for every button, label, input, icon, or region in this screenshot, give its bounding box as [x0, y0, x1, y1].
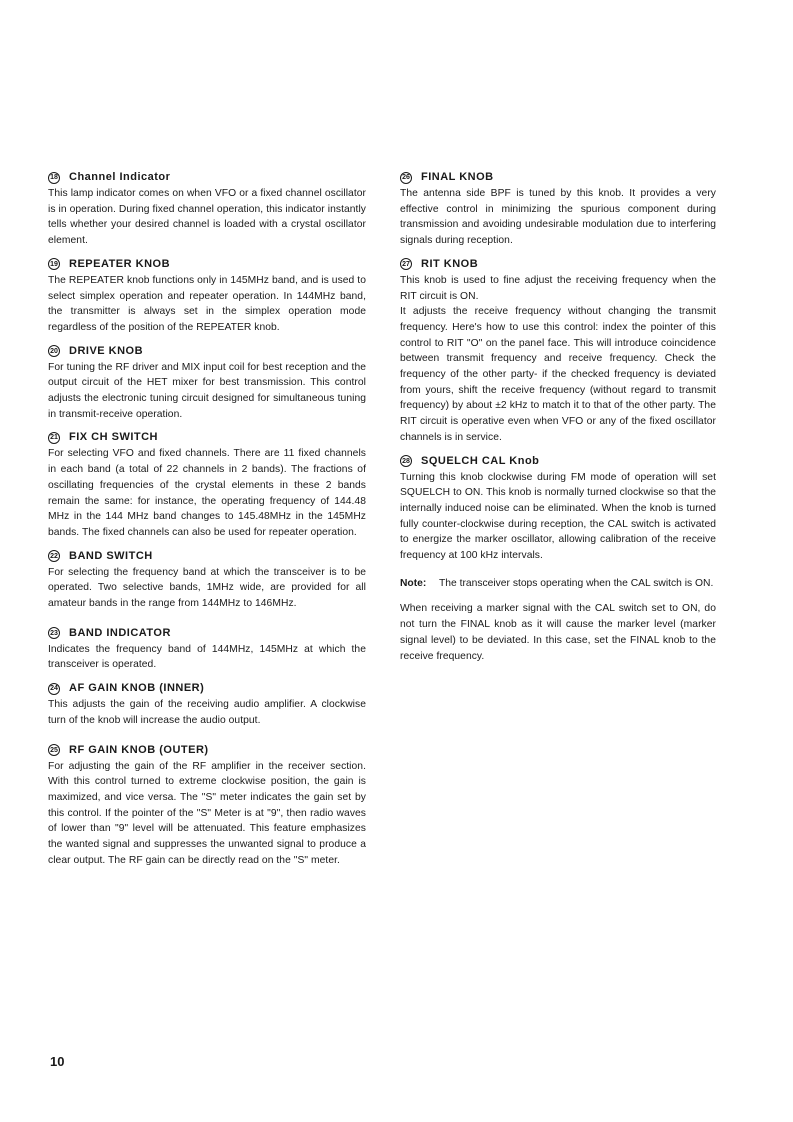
section-drive-knob [48, 344, 366, 423]
section-body: The antenna side BPF is tuned by this knob. It provides a very effective control in minimizing the spurious component during transmission and avoiding undesirable modulation due to interfering signals during reception. [400, 188, 716, 247]
section-body: This lamp indicator comes on when VFO or a fixed channel oscillator is in operation. During fixed channel operation, this indicator instantly tells whether your desired channel is loaded with a crystal oscillator element. [48, 188, 366, 247]
section-rf-gain-knob [48, 743, 366, 869]
section-title: DRIVE KNOB [69, 344, 144, 357]
section-rit-knob [400, 257, 716, 446]
section-band-switch [48, 549, 366, 612]
section-channel-indicator [48, 170, 366, 249]
section-af-gain-knob [48, 681, 366, 728]
section-final-knob [400, 170, 716, 249]
section-body: For tuning the RF driver and MIX input coil for best reception and the output circuit of the HET mixer for best transmission. This control adjusts the electronic tuning circuit designed for simultaneous tuning in transmit-receive operation. [48, 361, 366, 420]
section-title: RIT KNOB [421, 257, 479, 270]
section-body: Indicates the frequency band of 144MHz, 145MHz at which the transceiver is operated. [48, 643, 366, 671]
section-body-continued: It adjusts the receive frequency without changing the transmit frequency. Here's how to use this control: index the pointer of this control to RIT "O" on the panel face. This will introduce coincidence between transmit frequency and receive frequency. Check the frequency of the other party- if the checked frequency is deviated from yours, shift the receive frequency (without regard to transmit frequency) by about ±2 kHz to match it to that of the other party. The RIT circuit is operative even when VFO or any of the fixed oscillator channels is in service. [400, 306, 716, 443]
section-body: For selecting the frequency band at which the transceiver is to be operated. Two selective bands, 1MHz wide, are provided for all amateur bands in the range from 144MHz to 146MHz. [48, 566, 366, 610]
item-number-badge: 27 [400, 258, 412, 270]
section-title: BAND SWITCH [69, 549, 153, 562]
section-title: BAND INDICATOR [69, 626, 171, 639]
note-label: Note: [400, 577, 427, 589]
section-title: REPEATER KNOB [69, 257, 171, 270]
item-number-badge: 21 [48, 432, 60, 444]
section-repeater-knob [48, 257, 366, 336]
section-body: This knob is used to fine adjust the receiving frequency when the RIT circuit is ON. [400, 274, 716, 302]
item-number-badge: 25 [48, 744, 60, 756]
section-body: This adjusts the gain of the receiving audio amplifier. A clockwise turn of the knob will increase the audio output. [48, 699, 366, 726]
section-title: RF GAIN KNOB (OUTER) [69, 743, 209, 756]
section-title: AF GAIN KNOB (INNER) [69, 682, 205, 695]
note-text: The transceiver stops operating when the CAL switch is ON. [439, 577, 714, 589]
section-title: SQUELCH CAL Knob [421, 454, 540, 467]
section-title: FIX CH SWITCH [69, 431, 158, 444]
section-body-continued: When receiving a marker signal with the CAL switch set to ON, do not turn the FINAL knob as it will cause the marker level (marker signal level) to be deviated. In this case, set the FINAL knob to the receive frequency. [400, 603, 716, 662]
right-column [400, 170, 716, 672]
section-fix-ch-switch [48, 430, 366, 540]
left-column [48, 170, 366, 877]
section-body: Turning this knob clockwise during FM mode of operation will set SQUELCH to ON. This knob is normally turned clockwise so that the internally induced noise can be eliminated. When the knob is turned fully counter-clockwise during reception, the CAL switch is activated to energize the marker oscillator, allowing calibration of the receive frequency at 100 kHz intervals. [400, 471, 716, 562]
item-number-badge: 28 [400, 455, 412, 467]
section-band-indicator [48, 626, 366, 673]
section-body: For adjusting the gain of the RF amplifier in the receiver section. With this control turned to extreme clockwise position, the gain is maximized, and vice versa. The "S" meter indicates the gain set by this control. If the pointer of the "S" Meter is at "9", then radio waves of lower than "9" level will be attenuated. This feature emphasizes the wanted signal and suppresses the unwanted signal to produce a clear output. The RF gain can be directly read on the "S" meter. [48, 760, 366, 866]
section-body: The REPEATER knob functions only in 145MHz band, and is used to select simplex operation and repeater operation. In 144MHz band, the transmitter is always set in the simplex operation mode regardless of the position of the REPEATER knob. [48, 274, 366, 333]
section-squelch-cal-knob [400, 454, 716, 665]
page-number: 10 [50, 1054, 65, 1069]
item-number-badge: 26 [400, 172, 412, 184]
section-body: For selecting VFO and fixed channels. There are 11 fixed channels in each band (a total of 22 channels in 2 bands). The fractions of oscillating frequencies of the crystal elements in these 2 bands remain the same: for instance, the operating frequency of 144.48 MHz in the 144 MHz band changes to 145.48MHz in the 145MHz bands. The fixed channels can also be used for repeater operation. [48, 448, 366, 538]
item-number-badge: 23 [48, 627, 60, 639]
note-block [400, 576, 716, 592]
item-number-badge: 19 [48, 258, 60, 270]
item-number-badge: 18 [48, 172, 60, 184]
section-title: FINAL KNOB [421, 171, 494, 183]
item-number-badge: 20 [48, 345, 60, 357]
item-number-badge: 22 [48, 550, 60, 562]
item-number-badge: 24 [48, 683, 60, 695]
section-title: Channel Indicator [69, 171, 171, 183]
